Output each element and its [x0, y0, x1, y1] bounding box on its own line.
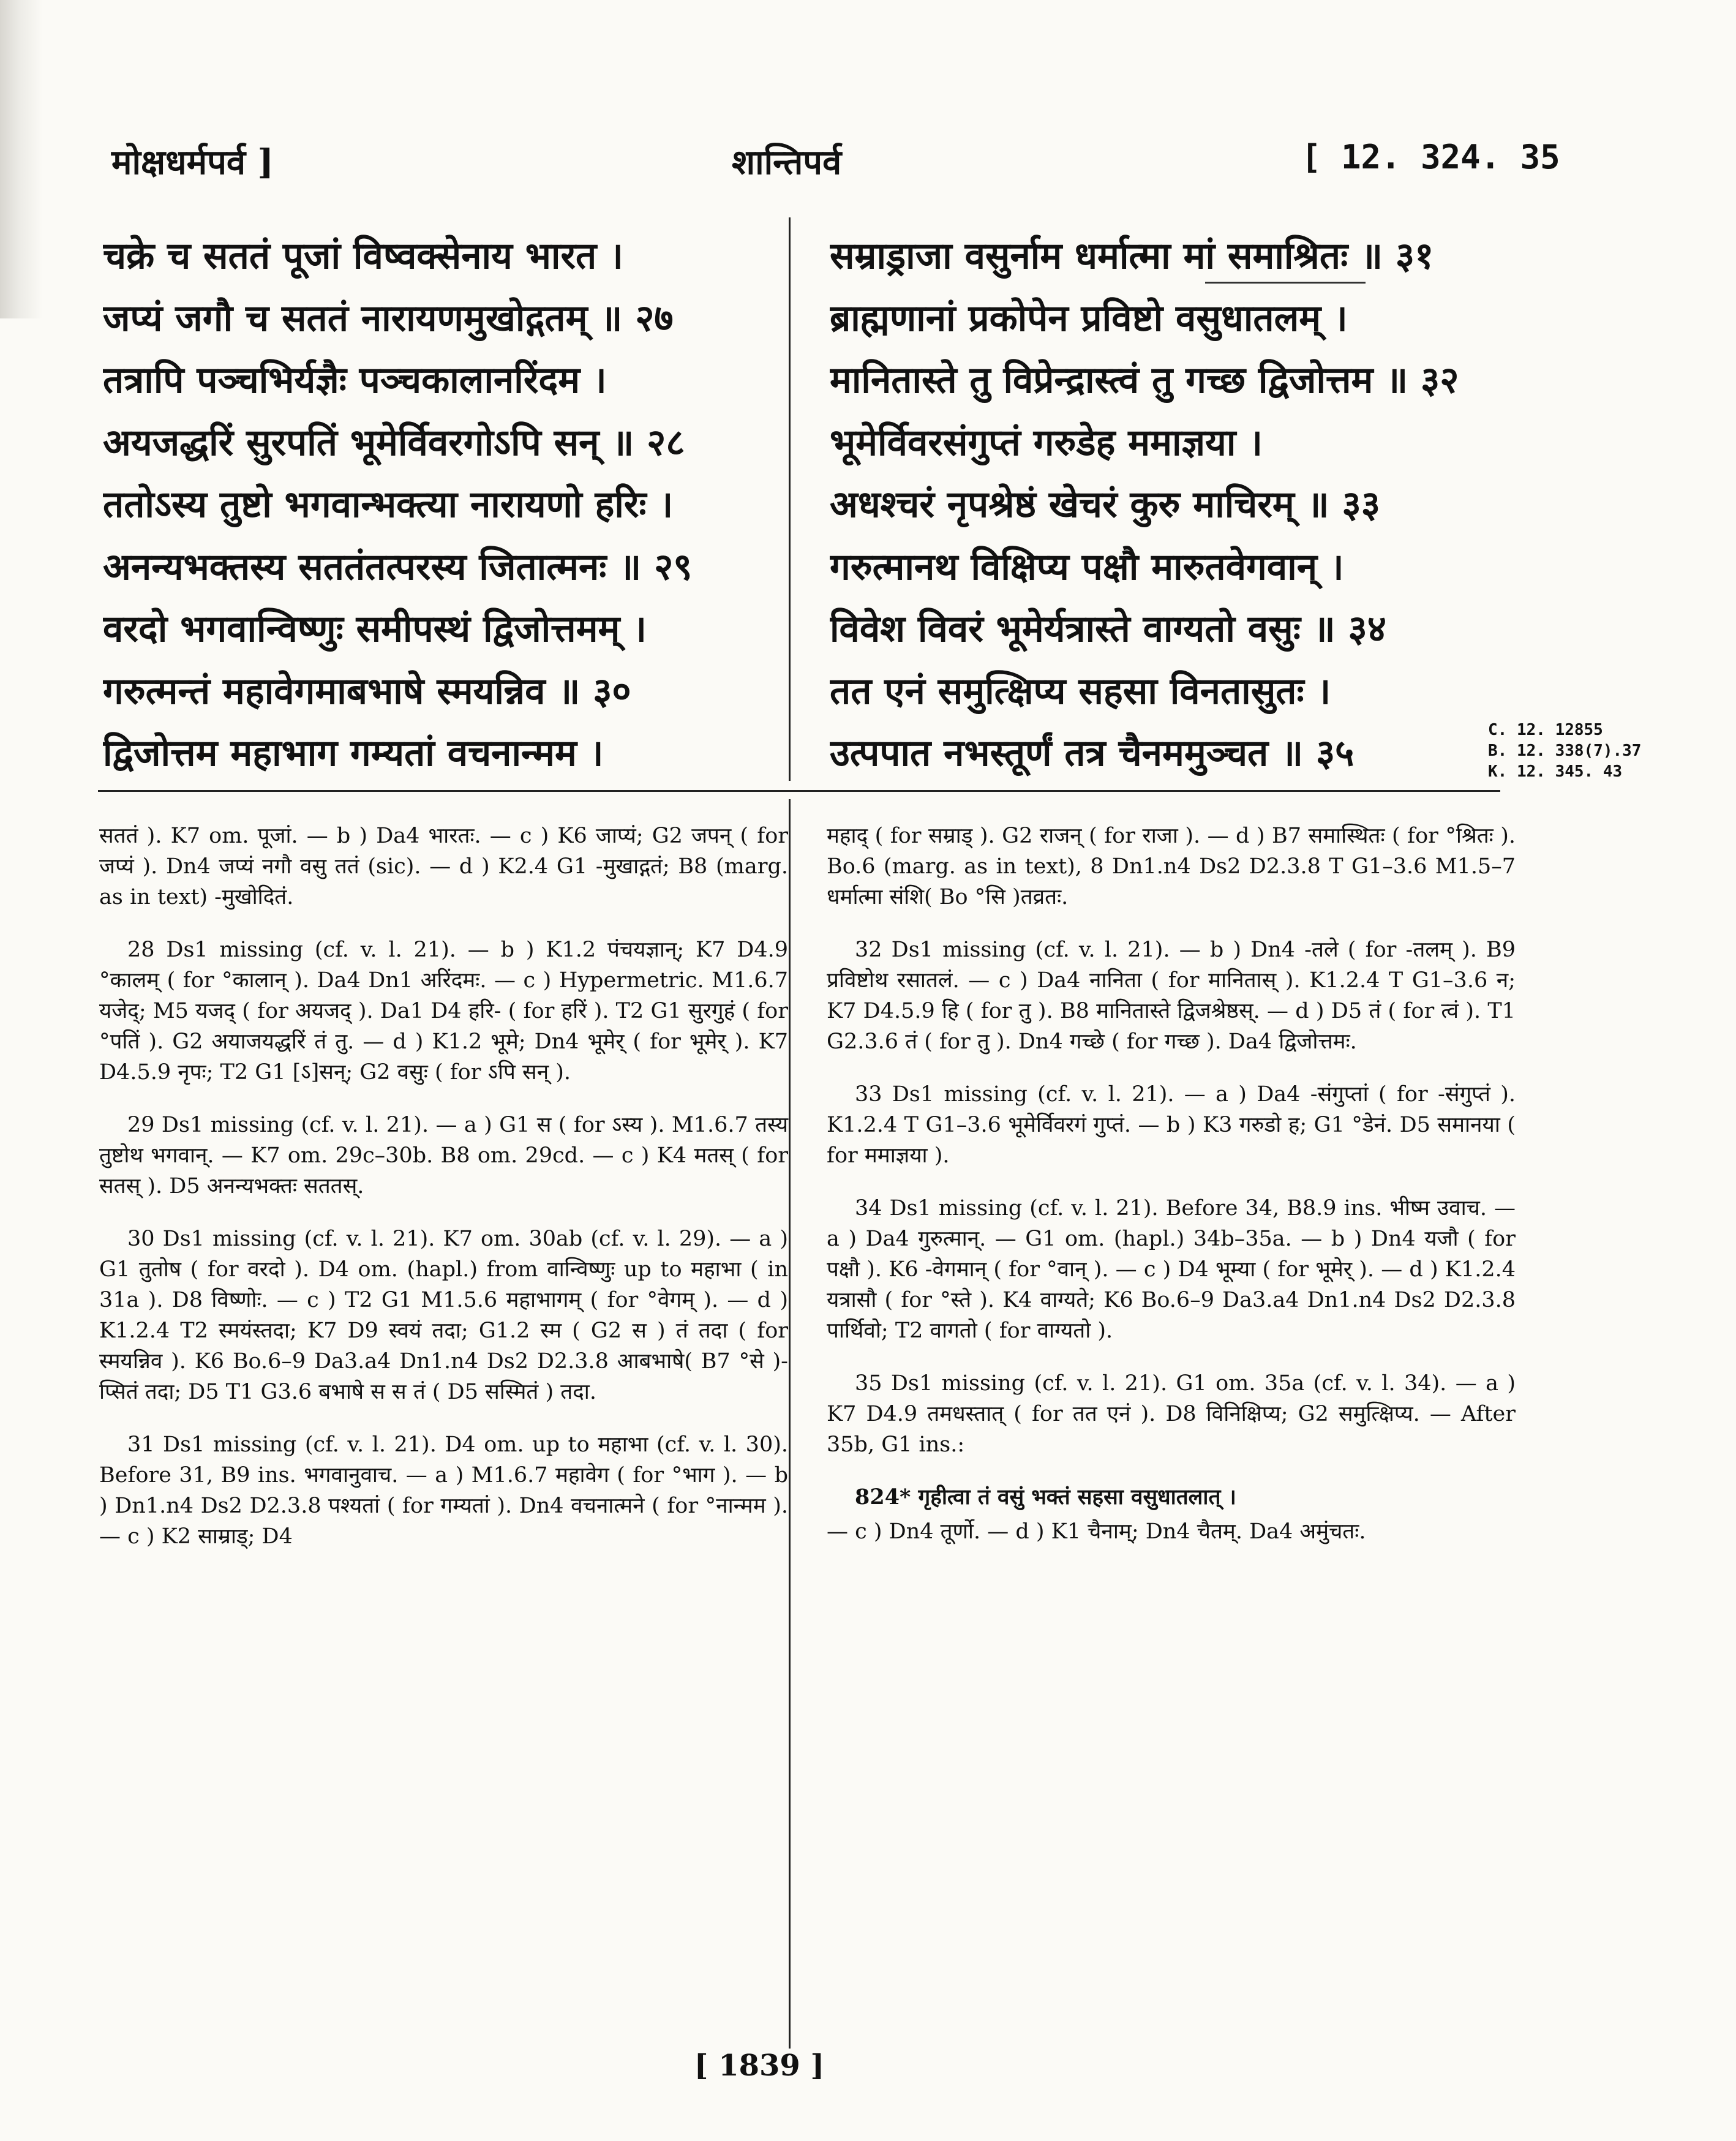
verse-column-right: [830, 225, 1497, 785]
apparatus-note: 33 Ds1 missing (cf. v. l. 21). — a ) Da4 -संगुप्तां ( for -संगुप्तं ). K1.2.4 T G1–3.6 भूमेर्विवरगं गुप्तं. — b ) K3 गरुडो ह; G1 °डेनं. D5 समानया ( for ममाज्ञया ).: [827, 1082, 1516, 1168]
verse-line: अनन्यभक्तस्य सततंतत्परस्य जितात्मनः ॥ २९: [103, 545, 693, 589]
text-apparatus-divider: [98, 790, 1500, 792]
verse-line: उत्पपात नभस्तूर्णं तत्र चैनममुञ्चत ॥ ३५: [830, 732, 1355, 775]
verse-line: जप्यं जगौ च सततं नारायणमुखोद्गतम् ॥ २७: [103, 296, 674, 340]
verse-line: गरुत्मानथ विक्षिप्य पक्षौ मारुतवेगवान् ।: [830, 545, 1344, 589]
apparatus-note: 30 Ds1 missing (cf. v. l. 21). K7 om. 30ab (cf. v. l. 29). — a ) G1 तुतोष ( for वरदो ). D4 om. (hapl.) from वान्विष्णुः up to महाभा ( in 31a ). D8 विष्णोः. — c ) T2 G1 M1.5.6 महाभागम् ( for °वेगम् ). — d ) K1.2.4 T2 स्मयंस्तदा; K7 D9 स्वयं तदा; G1.2 स्म ( G2 स ) तं तदा ( for स्मयन्निव ). K6 Bo.6–9 Da3.a4 Dn1.n4 Ds2 D2.3.8 आबभाषे( B7 °से )-प्सितं तदा; D5 T1 G3.6 बभाषे स स तं ( D5 सस्मितं ) तदा.: [99, 1227, 788, 1404]
concordance-ref: B. 12. 338(7).37: [1488, 742, 1642, 760]
apparatus-note: 28 Ds1 missing (cf. v. l. 21). — b ) K1.2 पंचयज्ञान्; K7 D4.9 °कालम् ( for °कालान् ). Da4 Dn1 अरिंदमः. — c ) Hypermetric. M1.6.7 यजेद्; M5 यजद् ( for अयजद् ). Da1 D4 हरि- ( for हरिं ). T2 G1 सुरगुहं ( for °पतिं ). G2 अयाजयद्धरिं तं तु. — d ) K1.2 भूमे; Dn4 भूमेर् ( for भूमेर् ). K7 D4.5.9 नृपः; T2 G1 [ऽ]सन्; G2 वसुः ( for ऽपि सन् ).: [99, 938, 788, 1085]
apparatus-column-right: [827, 821, 1516, 1569]
scan-edge-shadow: [0, 0, 43, 318]
apparatus-column-left: [99, 821, 788, 1574]
apparatus-note: 32 Ds1 missing (cf. v. l. 21). — b ) Dn4 -तले ( for -तलम् ). B9 प्रविष्टोथ रसातलं. — c ) Da4 नानिता ( for मानितास् ). K1.2.4 T G1–3.6 न; K7 D4.5.9 हि ( for तु ). B8 मानितास्ते द्विजश्रेष्ठस्. — d ) D5 तं ( for त्वं ). T1 G2.3.6 तं ( for तु ). Dn4 गच्छे ( for गच्छ ). Da4 द्विजोत्तमः.: [827, 938, 1516, 1054]
apparatus-note: 31 Ds1 missing (cf. v. l. 21). D4 om. up to महाभा (cf. v. l. 30). Before 31, B9 ins. भगवानुवाच. — a ) M1.6.7 महावेग ( for °भाग ). — b ) Dn1.n4 Ds2 D2.3.8 पश्यतां ( for गम्यतां ). Dn4 वचनात्मने ( for °नान्मम ). — c ) K2 साम्राड्; D4: [99, 1432, 788, 1549]
running-head-left: मोक्षधर्मपर्व ]: [111, 142, 274, 182]
concordance-ref: C. 12. 12855: [1488, 721, 1603, 739]
page-number: [ 1839 ]: [694, 2049, 825, 2083]
verse-column-divider: [789, 217, 791, 781]
verse-line: अयजद्धरिं सुरपतिं भूमेर्विवरगोऽपि सन् ॥ २८: [103, 421, 685, 464]
verse-line: तत एनं समुत्क्षिप्य सहसा विनतासुतः ।: [830, 669, 1331, 713]
verse-line: ब्राह्मणानां प्रकोपेन प्रविष्टो वसुधातलम् ।: [830, 296, 1348, 340]
running-head-center: शान्तिपर्व: [732, 142, 842, 182]
apparatus-note: महाद् ( for सम्राड् ). G2 राजन् ( for राजा ). — d ) B7 समास्थितः ( for °श्रितः ). Bo.6 (marg. as in text), 8 Dn1.n4 Ds2 D2.3.8 T G1–3.6 M1.5–7 धर्मात्मा संशि( Bo °सि )तव्रतः.: [827, 824, 1516, 909]
verse-line: द्विजोत्तम महाभाग गम्यतां वचनान्मम ।: [103, 732, 604, 775]
verse-line: तत्रापि पञ्चभिर्यज्ञैः पञ्चकालानरिंदम ।: [103, 359, 607, 402]
verse-line: चक्रे च सततं पूजां विष्वक्सेनाय भारत ।: [103, 235, 623, 277]
concordance-ref: K. 12. 345. 43: [1488, 762, 1623, 781]
verse-line: विवेश विवरं भूमेर्यत्रास्ते वाग्यतो वसुः ॥ ३४: [830, 608, 1386, 650]
verse-line: वरदो भगवान्विष्णुः समीपस्थं द्विजोत्तमम् ।: [103, 608, 647, 650]
apparatus-note: 29 Ds1 missing (cf. v. l. 21). — a ) G1 स ( for ऽस्य ). M1.6.7 तस्य तुष्टोथ भगवान्. — K7 om. 29c–30b. B8 om. 29cd. — c ) K4 मतस् ( for सतस् ). D5 अनन्यभक्तः सततस्.: [99, 1113, 788, 1198]
pencil-underline: [1205, 282, 1366, 284]
verse-line: गरुत्मन्तं महावेगमाबभाषे स्मयन्निव ॥ ३०: [103, 669, 631, 713]
verse-line: अधश्चरं नृपश्रेष्ठं खेचरं कुरु माचिरम् ॥ ३३: [830, 483, 1380, 526]
apparatus-column-divider: [789, 799, 791, 2049]
verse-line: ततोऽस्य तुष्टो भगवान्भक्त्या नारायणो हरिः ।: [103, 483, 674, 526]
passage-824: 824* गृहीत्वा तं वसुं भक्तं सहसा वसुधातलात् ।: [855, 1484, 1236, 1510]
apparatus-note: — c ) Dn4 तूर्णो. — d ) K1 चैनाम्; Dn4 चैतम्. Da4 अमुंचतः.: [827, 1519, 1366, 1544]
concordance-references: [1488, 720, 1684, 782]
apparatus-note: 35 Ds1 missing (cf. v. l. 21). G1 om. 35a (cf. v. l. 34). — a ) K7 D4.9 तमधस्तात् ( for तत एनं ). D8 विनिक्षिप्य; G2 समुत्क्षिप्य. — After 35b, G1 ins.:: [827, 1371, 1516, 1457]
verse-line: मानितास्ते तु विप्रेन्द्रास्त्वं तु गच्छ द्विजोत्तम ॥ ३२: [830, 359, 1459, 402]
verse-line: भूमेर्विवरसंगुप्तं गरुडेह ममाज्ञया ।: [830, 421, 1263, 464]
apparatus-note: सततं ). K7 om. पूजां. — b ) Da4 भारतः. — c ) K6 जाप्यं; G2 जपन् ( for जप्यं ). Dn4 जप्यं नगौ वसु ततं (sic). — d ) K2.4 G1 -मुखाद्गतं; B8 (marg. as in text) -मुखोदितं.: [99, 824, 788, 909]
running-head-right: [ 12. 324. 35: [1301, 138, 1560, 176]
apparatus-note: 34 Ds1 missing (cf. v. l. 21). Before 34, B8.9 ins. भीष्म उवाच. — a ) Da4 गुरुत्मान्. — G1 om. (hapl.) 34b–35a. — b ) Dn4 यजौ ( for पक्षौ ). K6 -वेगमान् ( for °वान् ). — c ) D4 भूम्या ( for भूमेर् ). — d ) K1.2.4 यत्रासौ ( for °स्ते ). K4 वाग्यते; K6 Bo.6–9 Da3.a4 Dn1.n4 Ds2 D2.3.8 पार्थिवो; T2 वागतो ( for वाग्यतो ).: [827, 1196, 1516, 1343]
verse-line: सम्राड्राजा वसुर्नाम धर्मात्मा मां समाश्रितः ॥ ३१: [830, 235, 1434, 277]
verse-column-left: [103, 225, 770, 785]
